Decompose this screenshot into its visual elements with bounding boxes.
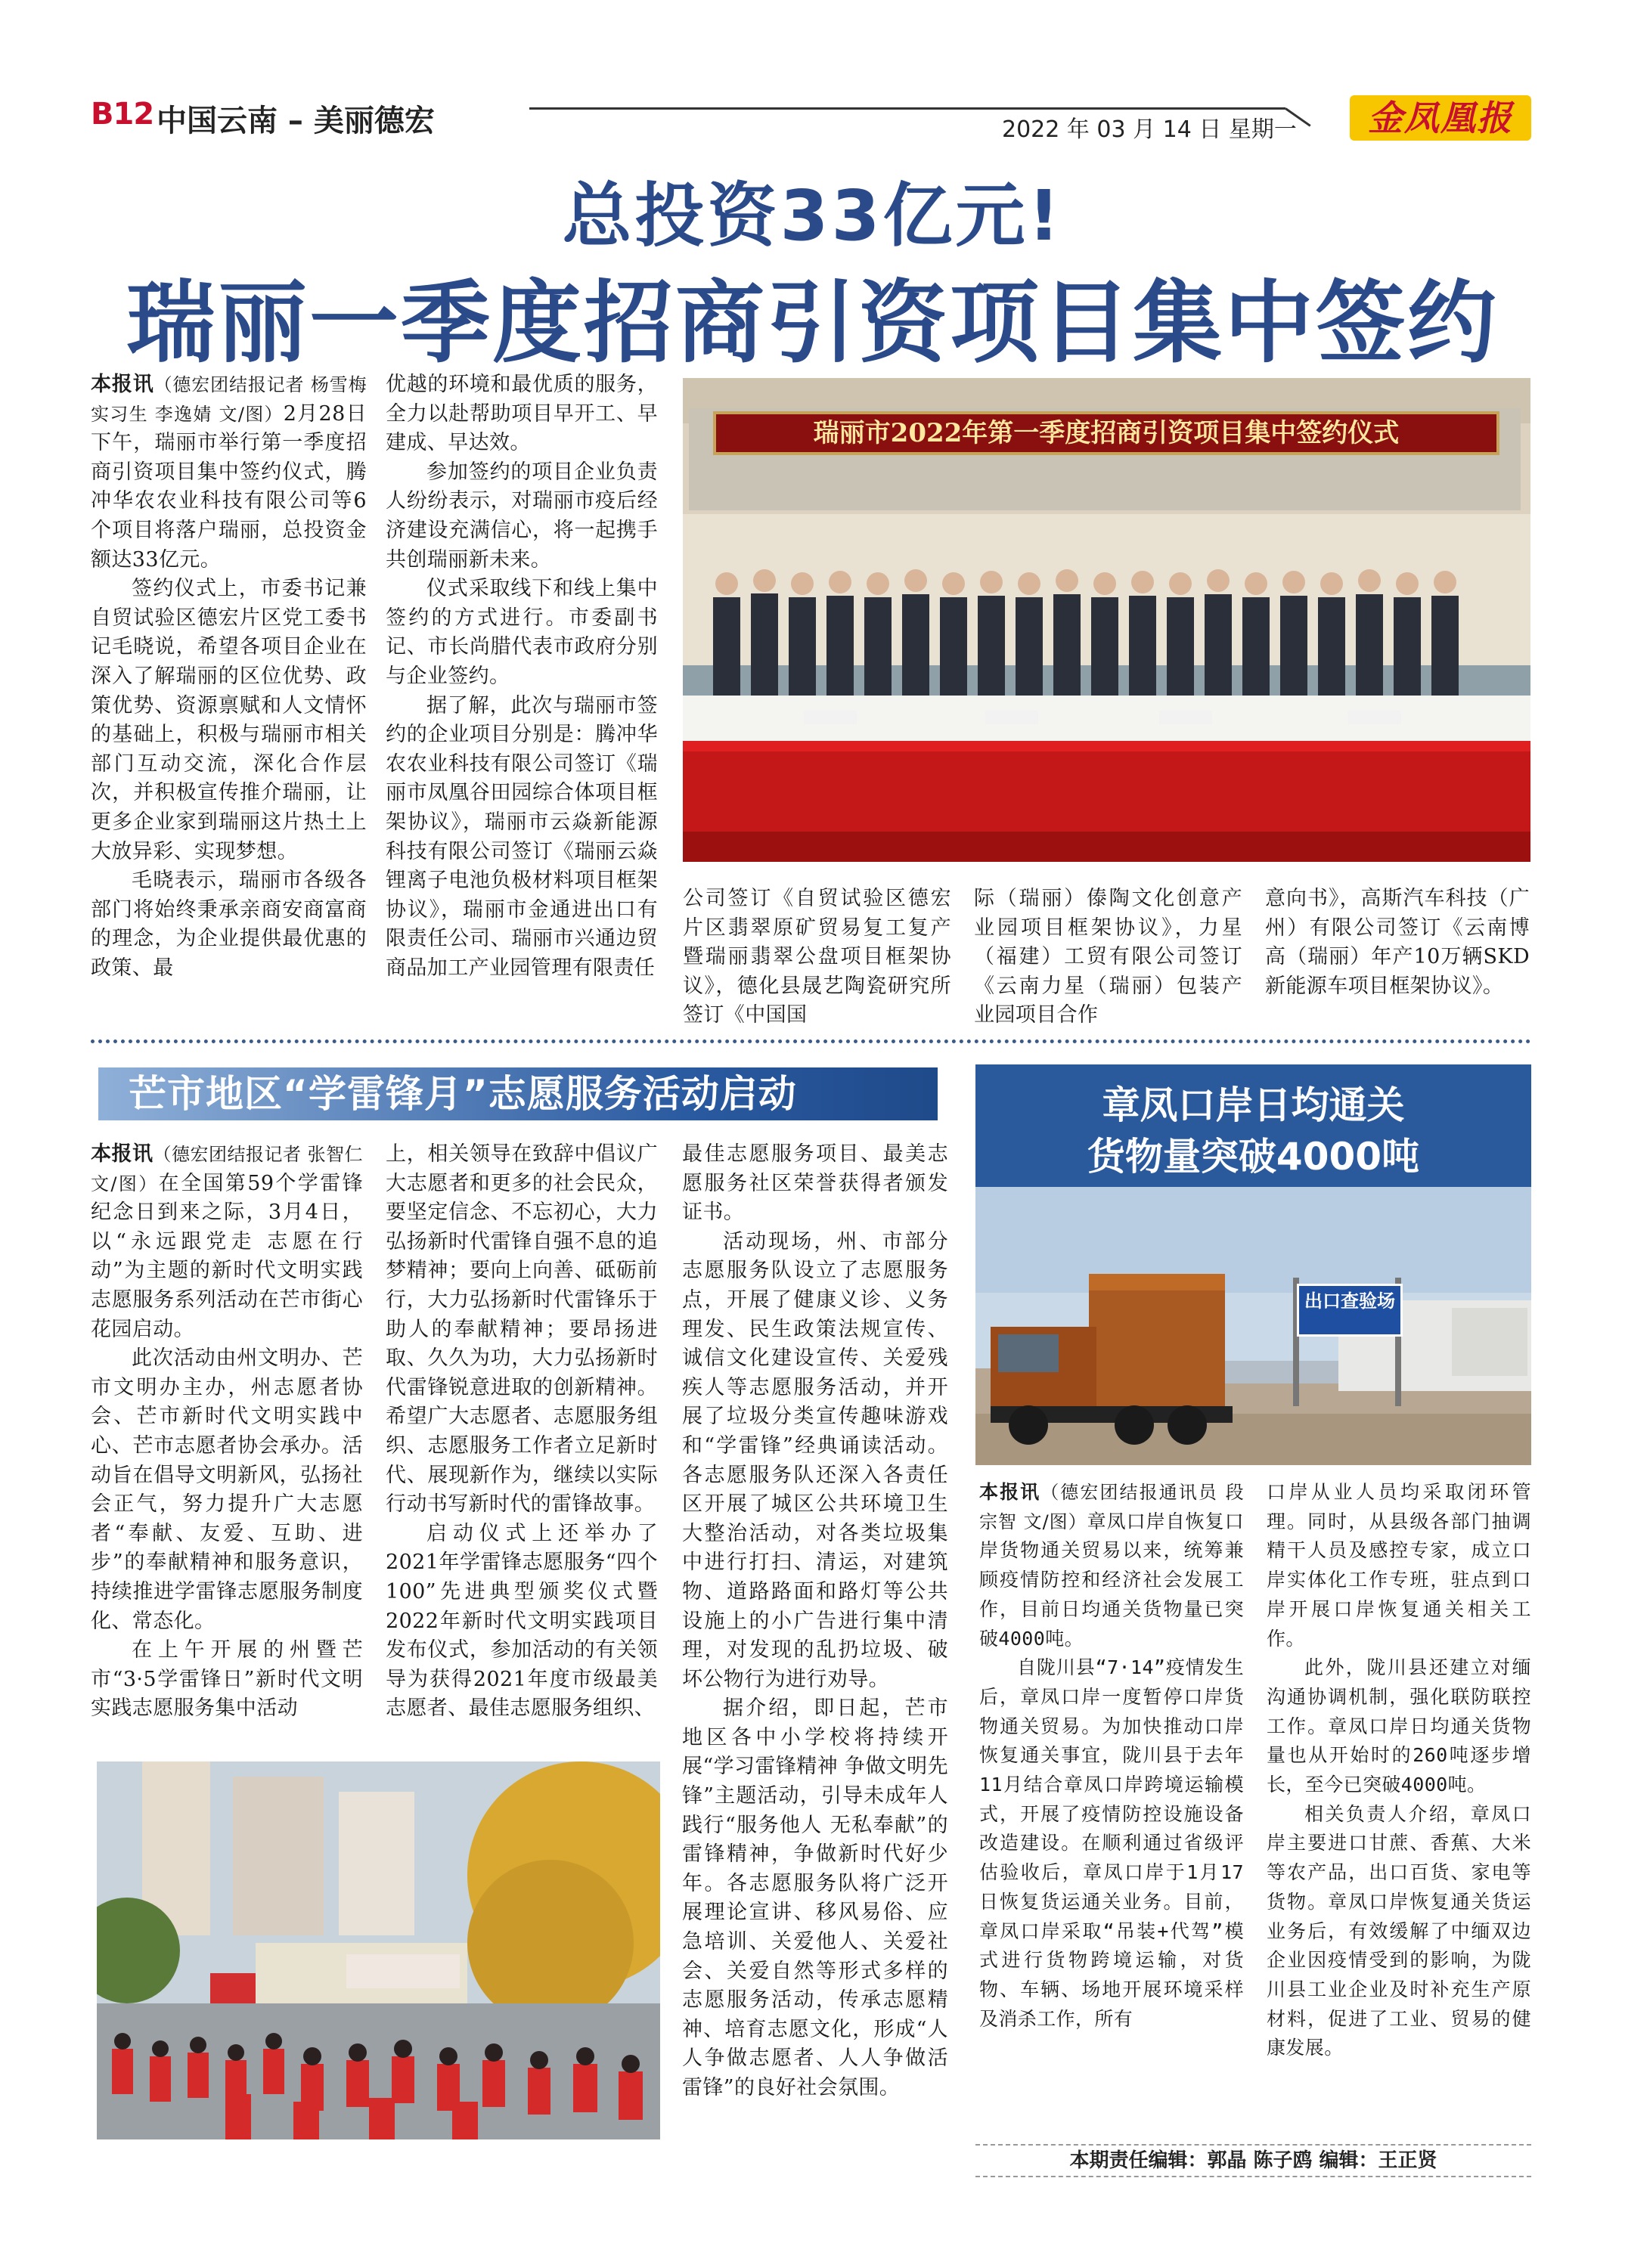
story2-p5: 启动仪式上还举办了2021年学雷锋志愿服务“四个100”先进典型颁奖仪式暨2022年新时代文明实践项目发布仪式，参加活动的有关领导为获得2021年度市级最美志愿者、最佳志愿服务组织、 (386, 1521, 658, 1721)
story2-p6: 最佳志愿服务项目、最美志愿服务社区荣誉获得者颁发证书。 (682, 1142, 948, 1225)
story2-p2: 此次活动由州文明办、芒市文明办主办，州志愿者协会、芒市新时代文明实践中心、芒市志愿者协会承办。活动旨在倡导文明新风，弘扬社会正气，努力提升广大志愿者“奉献、友爱、互助、进步”的奉献精神和服务意识，持续推进学雷锋志愿服务制度化、常态化。 (91, 1346, 363, 1633)
story1-col2 (386, 370, 658, 983)
story2-byline-label: 本报讯 (91, 1142, 154, 1166)
story1-col5 (1265, 885, 1530, 1001)
story1-p4: 优越的环境和最优质的服务，全力以赴帮助项目早开工、早建成、早达效。 (386, 373, 658, 455)
issue-date: 2022 年 03 月 14 日 星期一 (1002, 116, 1297, 143)
story3-col2 (1267, 1478, 1531, 2063)
truck-photo-svg (975, 1187, 1531, 1465)
story1-p8: 公司签订《自贸试验区德宏片区翡翠原矿贸易复工复产暨瑞丽翡翠公盘项目框架协议》，德化县晟艺陶瓷研究所签订《中国国 (683, 887, 951, 1027)
story2-p7: 活动现场，州、市部分志愿服务队设立了志愿服务点，开展了健康义诊、义务理发、民生政策法规宣传、诚信文化建设宣传、关爱残疾人等志愿服务活动，并开展了垃圾分类宣传趣味游戏和“学雷锋”经典诵读活动。各志愿服务队还深入各责任区开展了城区公共环境卫生大整治活动，对各类垃圾集中进行打扫、清运，对建筑物、道路路面和路灯等公共设施上的小广告进行集中清理，对发现的乱扔垃圾、破坏公物行为进行劝导。 (682, 1229, 948, 1691)
byline-label: 本报讯 (91, 373, 154, 396)
story1-p1: 2月28日下午，瑞丽市举行第一季度招商引资项目集中签约仪式，腾冲华农农业科技有限公司等6个项目将落户瑞丽，总投资金额达33亿元。 (91, 401, 367, 572)
inspection-sign (1297, 1284, 1403, 1337)
story3-byline-label: 本报讯 (979, 1481, 1041, 1503)
volunteers-photo (97, 1761, 660, 2139)
story3-p2: 自陇川县“7·14”疫情发生后，章凤口岸一度暂停口岸货物通关贸易。为加快推动口岸恢复通关事宜，陇川县于去年11月结合章凤口岸跨境运输模式，开展了疫情防控设施设备改造建设。在顺利通过省级评估验收后，章凤口岸于1月17日恢复货运通关业务。目前，章凤口岸采取“吊装+代驾”模式进行货物跨境运输，对货物、车辆、场地开展环境采样及消杀工作，所有 (979, 1656, 1244, 2030)
story3-p1: 章凤口岸自恢复口岸货物通关贸易以来，统筹兼顾疫情防控和经济社会发展工作，目前日均通关货物量已突破4000吨。 (979, 1510, 1244, 1650)
story3-p3: 口岸从业人员均采取闭环管理。同时，从县级各部门抽调精干人员及感控专家，成立口岸实体化工作专班，驻点到口岸开展口岸恢复通关相关工作。 (1267, 1481, 1531, 1650)
story1-p2: 签约仪式上，市委书记兼自贸试验区德宏片区党工委书记毛晓说，希望各项目企业在深入了解瑞丽的区位优势、政策优势、资源禀赋和人文情怀的基础上，积极与瑞丽市相关部门互动交流，深化合作层次，并积极宣传推介瑞丽，让更多企业家到瑞丽这片热土上大放异彩、实现梦想。 (91, 577, 367, 863)
story1-col4 (974, 885, 1242, 1030)
story1-p6: 仪式采取线下和线上集中签约的方式进行。市委副书记、市长尚腊代表市政府分别与企业签约。 (386, 577, 658, 688)
story2-p8: 据介绍，即日起，芒市地区各中小学校将持续开展“学习雷锋精神 争做文明先锋”主题活动，引导未成年人践行“服务他人 无私奉献”的雷锋精神，争做新时代好少年。各志愿服务队将广泛开展理论宣讲、移风易俗、应急培训、关爱他人、关爱社会、关爱自然等形式多样的志愿服务活动，传承志愿精神、培育志愿文化，形成“人人争做志愿者、人人争做活雷锋”的良好社会氛围。 (682, 1696, 948, 2099)
story1-p5: 参加签约的项目企业负责人纷纷表示，对瑞丽市疫后经济建设充满信心，将一起携手共创瑞丽新未来。 (386, 460, 658, 572)
story3-byline-detail: （德宏团结报通讯员 段宗智 文/图） (979, 1482, 1245, 1532)
story1-p3: 毛晓表示，瑞丽市各级各部门将始终秉承亲商安商富商的理念，为企业提供最优惠的政策、最 (91, 869, 367, 980)
masthead-logo (1350, 95, 1531, 141)
page-code: B12 (91, 97, 154, 132)
inspection-sign-text: 出口查验场 (1304, 1290, 1395, 1312)
story2-col2 (386, 1140, 658, 1724)
editor-credits: 本期责任编辑：郭晶 陈子鸥 编辑：王正贤 (1069, 2149, 1437, 2172)
masthead-text: 金凤凰报 (1368, 98, 1513, 138)
story1-p10: 意向书》，高斯汽车科技（广州）有限公司签订《云南博高（瑞丽）年产10万辆SKD新能源车项目框架协议》。 (1265, 887, 1530, 998)
volunteers-photo-svg (97, 1761, 660, 2139)
story1-col1 (91, 370, 367, 983)
section-title: 中国云南 – 美丽德宏 (157, 104, 435, 138)
story3-p4: 此外，陇川县还建立对缅沟通协调机制，强化联防联控工作。章凤口岸日均通关货物量也从开始时的260吨逐步增长，至今已突破4000吨。 (1267, 1656, 1531, 1796)
story2-headline-bar (98, 1067, 938, 1120)
story2-col1 (91, 1140, 363, 1724)
story2-headline: 芒市地区“学雷锋月”志愿服务活动启动 (129, 1072, 797, 1116)
story3-headline-1: 章凤口岸日均通关 (1102, 1083, 1405, 1127)
story3-col1 (979, 1478, 1244, 2034)
ceremony-banner (713, 411, 1499, 455)
story2-p3: 在上午开展的州暨芒市“3·5学雷锋日”新时代文明实践志愿服务集中活动 (91, 1638, 363, 1721)
story2-p1: 在全国第59个学雷锋纪念日到来之际，3月4日，以“永远跟党走 志愿在行动”为主题的新时代文明实践志愿服务系列活动在芒市街心花园启动。 (91, 1171, 363, 1341)
story2-col3 (682, 1140, 948, 2103)
story3-headline-2: 货物量突破4000吨 (1087, 1135, 1420, 1179)
story1-p9: 际（瑞丽）傣陶文化创意产业园项目框架协议》，力星（福建）工贸有限公司签订《云南力星（瑞丽）包装产业园项目合作 (974, 887, 1242, 1027)
truck-photo (975, 1187, 1531, 1465)
story1-p7: 据了解，此次与瑞丽市签约的企业项目分别是：腾冲华农农业科技有限公司签订《瑞丽市凤凰谷田园综合体项目框架协议》，瑞丽市云焱新能源科技有限公司签订《瑞丽云焱锂离子电池负极材料项目框架协议》，瑞丽市金通进出口有限责任公司、瑞丽市兴通边贸商品加工产业园管理有限责任 (386, 693, 658, 980)
section-divider (91, 1040, 1531, 1043)
header-rule (529, 107, 1285, 110)
byline-detail: （德宏团结报记者 杨雪梅 实习生 李逸婧 文/图） (91, 374, 367, 425)
story3-p5: 相关负责人介绍，章凤口岸主要进口甘蔗、香蕉、大米等农产品，出口百货、家电等货物。章凤口岸恢复通关货运业务后，有效缓解了中缅双边企业因疫情受到的影响，为陇川县工业企业及时补充生产原材料，促进了工业、贸易的健康发展。 (1267, 1802, 1531, 2059)
story2-p4: 上，相关领导在致辞中倡议广大志愿者和更多的社会民众，要坚定信念、不忘初心，大力弘扬新时代雷锋自强不息的追梦精神；要向上向善、砥砺前行，大力弘扬新时代雷锋乐于助人的奉献精神；要昂扬进取、久久为功，大力弘扬新时代雷锋锐意进取的创新精神。希望广大志愿者、志愿服务组织、志愿服务工作者立足新时代、展现新作为，继续以实际行动书写新时代的雷锋故事。 (386, 1142, 658, 1517)
story2-byline-detail: （德宏团结报记者 张智仁 文/图） (91, 1144, 363, 1194)
story1-col3 (683, 885, 951, 1030)
signing-ceremony-photo (683, 378, 1530, 862)
headline-top: 总投资33亿元! (562, 175, 1063, 256)
ceremony-banner-text: 瑞丽市2022年第一季度招商引资项目集中签约仪式 (813, 418, 1400, 448)
editor-credits-box (975, 2144, 1531, 2177)
headline-main: 瑞丽一季度招商引资项目集中签约 (126, 271, 1499, 375)
